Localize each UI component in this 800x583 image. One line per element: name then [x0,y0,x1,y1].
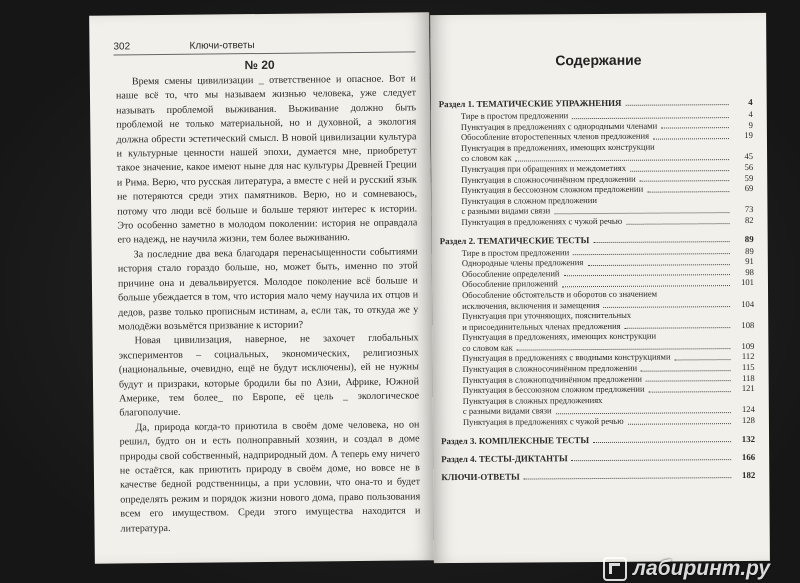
toc-item [441,415,755,428]
toc-section-label: Раздел 4. ТЕСТЫ-ДИКТАНТЫ [441,452,568,464]
toc-page-number: 69 [744,183,754,194]
toc-item [440,215,754,228]
toc-page-number: 121 [741,383,755,394]
toc-leader [572,117,729,119]
toc-section [441,434,755,446]
toc-section [440,233,754,245]
toc-section-label: КЛЮЧИ-ОТВЕТЫ [441,471,520,482]
exercise-number: № 20 [244,57,275,73]
toc-page-number: 59 [744,172,754,183]
toc-page-number: 9 [748,119,753,130]
toc-section-label: Раздел 1. ТЕМАТИЧЕСКИЕ УПРАЖНЕНИЯ [438,97,622,110]
toc-item-label: Пунктуация в предложениях с чужой речью [462,415,624,427]
toc-item-label: Пунктуация в предложениях, имеющих конструкции [460,141,655,153]
toc-item-label: Пунктуация в сложносочинённом предложении [462,362,638,375]
toc-item-label: Обособление второстепенных членов предложения [460,130,650,143]
toc-item-label: Обособление обстоятельств и оборотов со значением [462,288,658,300]
toc-section [439,97,753,109]
toc-item-label: Пунктуация в бессоюзном сложном предложении [461,183,644,196]
left-page [89,12,435,564]
watermark-text: лабиринт.ру [632,557,770,580]
toc-item-label: Пунктуация в сложном предложении [461,194,597,206]
page-number: 302 [113,41,131,53]
contents-title: Содержание [555,51,642,69]
toc-page-number: 82 [744,214,754,225]
toc-page-number: 91 [745,256,754,267]
toc-item-label: Пунктуация в предложениях с вводными конструкциями [462,351,671,364]
toc-leader [573,253,730,255]
toc-leader [647,191,729,193]
toc-page-number: 118 [742,372,755,383]
toc-leader [625,104,728,106]
toc-leader [646,380,731,382]
toc-leader [630,170,729,172]
toc-page-number: 128 [741,414,755,426]
toc-page-number: 89 [744,233,754,244]
toc-leader [524,477,732,479]
toc-leader [593,241,729,243]
toc-leader [564,274,730,276]
toc-page-number: 104 [741,298,755,309]
running-head-title: Ключи-ответы [189,40,255,52]
toc-item-label: Пунктуация в предложениях с однородными членами [460,120,658,132]
toc-item-label: Однородные члены предложения [461,257,584,269]
toc-leader [562,285,730,287]
toc-page-number: 132 [741,433,756,444]
toc-leader [640,180,730,182]
toc-page-number: 182 [741,469,756,480]
toc-page-number: 19 [744,130,753,141]
toc-page-number: 4 [748,96,753,107]
toc-item-label-cont: с разными видами связи [462,405,552,417]
toc-section-label: Раздел 2. ТЕМАТИЧЕСКИЕ ТЕСТЫ [439,234,590,246]
toc-page-number: 73 [744,204,754,215]
toc-item-label: Обособление определений [461,268,560,279]
paragraph: Новая цивилизация, наверное, не захочет глобальных экспериментов – социальных, экономических, религиозных (национальные, очевидно, ещё не будут исключены), ей не нужны будут и призраки, которые бродили бы по Азии, Африке, Южной Америке, тем более_ по Европе, её цель _ экологическое благополучие. [118,332,420,419]
toc-section [441,470,755,482]
toc-leader [604,306,731,308]
toc-leader [628,423,731,425]
paragraph: Время смены цивилизации _ ответственное и опасное. Вот и наше всё то, что мы называем жизнью человека, уже следует называть проблемой выживания. Выживание должно быть проблемой не только материальной, но и духовной, а экология должна обрести эстетический смысл. В новой цивилизации культура и культурные ценности нашей эпохи, думается мне, приобретут такое значение, какое имеют ныне для нас культуры Древней Греции и Рима. Верю, что русская литература, а вместе с ней и русский язык не потеряются среди этих памятников. Верю, но и сомневаюсь, потому что люди всё больше и больше теряют интерес к истории. Это особенно заметно в молодом поколении: история не оправдала его надежд, не научила жизни, тем более выживанию. [115,73,418,246]
toc-item-label: Обособление приложений [461,278,558,290]
toc-page-number: 115 [741,361,755,373]
toc-item-label: Пунктуация при уточняющих, пояснительных [462,309,632,322]
toc-page-number: 45 [744,151,754,162]
toc-leader [517,349,731,351]
toc-leader [649,391,731,393]
toc-item-label: Тире в простом предложении [461,246,570,258]
toc-item-label: Пунктуация в сложноподчинённом предложении [462,373,643,385]
toc-page-number: 101 [741,277,754,288]
toc-item-label: Тире в простом предложении [460,110,569,121]
toc-leader [572,459,732,461]
toc-item-label-cont: исключения, включения и замещения [462,299,600,311]
toc-item-label: Пунктуация в предложениях, имеющих конструкции [462,330,657,343]
toc-item-label-cont: и присоединительных членах предложения [462,320,621,332]
right-page [430,13,770,563]
toc-leader [641,370,731,372]
toc-leader [675,359,731,360]
table-of-contents [439,97,756,484]
toc-leader [556,412,731,414]
toc-section-label: Раздел 3. КОМПЛЕКСНЫЕ ТЕСТЫ [441,434,590,446]
toc-leader [587,264,730,266]
labyrinth-logo-icon [603,557,627,581]
toc-page-number: 89 [745,245,754,256]
toc-item-label: Пунктуация в сложносочинённом предложении [461,173,636,185]
toc-item-label: Пунктуация в бессоюзном сложном предложении [462,383,645,396]
paragraph: Да, природа когда-то приютила в своём доме человека, но он решил, будто он и есть полноправный хозяин, и создал в доме природы свой собственный, надприродный дом. А теперь ему ничего не остаётся, как приютить природу в своём доме, но вовсе не в качестве бедной родственницы, а при условии, что она-то и будет определять режим и порядок жизни нового дома, право пользования всем его имуществом. Среди этого имущества находится и литература. [119,419,421,535]
toc-page-number: 166 [741,451,756,462]
watermark [603,557,770,581]
toc-leader [626,223,729,225]
running-head [113,38,415,55]
toc-page-number: 124 [741,404,755,415]
toc-page-number: 4 [748,108,753,119]
toc-page-number: 108 [741,319,755,330]
toc-page-number: 109 [741,340,755,351]
answer-text [116,72,421,536]
toc-item-label: Пунктуация в сложных предложениях [462,394,603,406]
toc-leader [661,127,729,128]
toc-item-label-cont: с разными видами связи [461,205,551,217]
toc-page-number: 56 [744,161,754,172]
toc-page-number: 112 [741,351,755,362]
toc-item-label: Пунктуация при обращениях и междометиях [461,162,627,174]
paragraph: За последние два века благодаря перенасыщенности событиями история стало гораздо больше, но, может быть, именно по этой причине она и девальвируется. Молодое поколение всё больше и больше убеждается в том, что история мало чему научила их отцов и дедов, разве только прописным истинам, а, если так, то откуда же у молодёжи возьмётся призвание к истории? [117,246,419,333]
toc-leader [554,212,729,214]
toc-item-label-cont: со словом как [461,152,512,164]
toc-item-label-cont: со словом как [462,342,513,353]
toc-leader [593,441,731,443]
toc-section [441,452,755,464]
toc-leader [653,138,729,140]
toc-page-number: 98 [745,266,754,277]
toc-item-label: Пунктуация в предложениях с чужой речью [461,215,623,227]
toc-leader [516,159,730,161]
toc-leader [625,327,731,329]
